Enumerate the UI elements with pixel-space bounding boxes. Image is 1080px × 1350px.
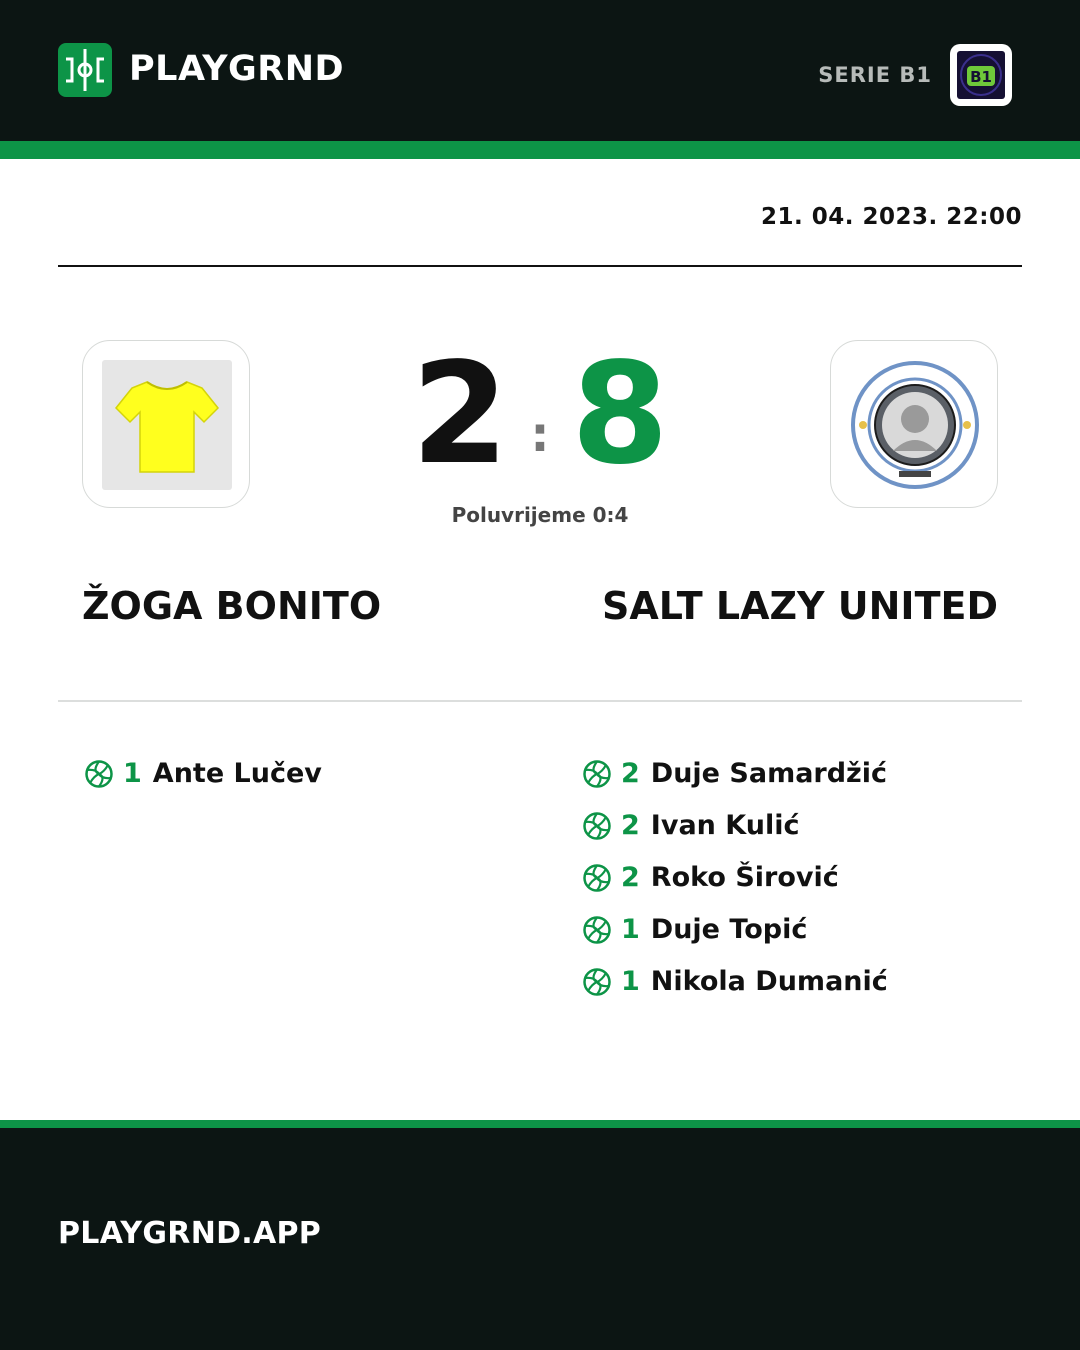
score-separator: : [530, 407, 550, 463]
ball-icon [582, 759, 612, 789]
away-team-name: SALT LAZY UNITED [602, 584, 998, 628]
scorer-row [582, 748, 888, 800]
goal-count: 1 [621, 914, 640, 945]
svg-text:B1: B1 [970, 68, 992, 86]
home-team-logo [82, 340, 250, 508]
footer-accent-stripe [0, 1120, 1080, 1128]
yellow-shirt-icon [102, 360, 232, 490]
match-datetime: 21. 04. 2023. 22:00 [761, 204, 1022, 230]
ball-icon [582, 811, 612, 841]
header-accent-stripe [0, 141, 1080, 159]
halftime-score: Poluvrijeme 0:4 [451, 503, 629, 527]
home-scorers-list [84, 748, 322, 800]
goal-count: 2 [621, 758, 640, 789]
footer-site-link[interactable]: PLAYGRND.APP [58, 1216, 322, 1251]
player-name: Duje Topić [650, 914, 808, 945]
player-name: Nikola Dumanić [650, 966, 888, 997]
scorer-row [582, 956, 888, 1008]
serie-b1-logo [950, 44, 1012, 106]
player-name: Ivan Kulić [650, 810, 800, 841]
scorer-row [84, 748, 322, 800]
goal-count: 1 [621, 966, 640, 997]
ball-icon [84, 759, 114, 789]
scorer-row [582, 852, 888, 904]
goal-count: 1 [123, 758, 142, 789]
ball-icon [582, 915, 612, 945]
player-name: Roko Širović [650, 862, 839, 893]
divider [58, 265, 1022, 267]
header-bar [0, 0, 1080, 141]
scorer-row [582, 904, 888, 956]
away-score: 8 [571, 333, 669, 496]
brand-name: PLAYGRND [129, 49, 345, 89]
home-team-name: ŽOGA BONITO [82, 584, 382, 628]
divider [58, 700, 1022, 702]
goal-count: 2 [621, 810, 640, 841]
away-scorers-list [582, 748, 888, 1008]
field-icon [58, 43, 112, 97]
scorer-row [582, 800, 888, 852]
goal-count: 2 [621, 862, 640, 893]
away-team-logo [830, 340, 998, 508]
league-name: SERIE B1 [818, 63, 932, 87]
ball-icon [582, 967, 612, 997]
salt-lazy-united-crest [849, 359, 981, 491]
player-name: Duje Samardžić [650, 758, 888, 789]
ball-icon [582, 863, 612, 893]
home-score: 2 [411, 333, 509, 496]
player-name: Ante Lučev [152, 758, 322, 789]
